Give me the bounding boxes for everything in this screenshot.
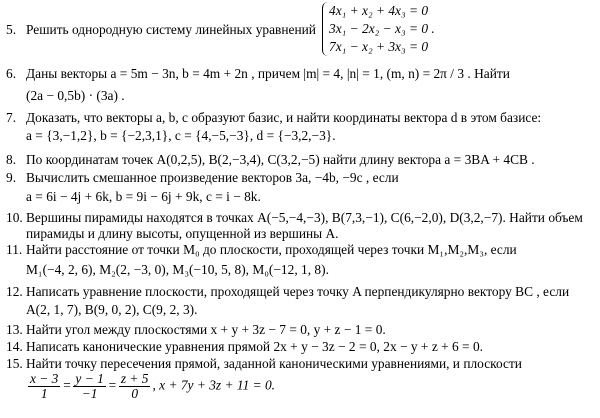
problem-number: 6.: [6, 66, 17, 81]
problem-number: 8.: [6, 152, 17, 167]
problem-13: [6, 322, 596, 337]
problem-10: [6, 210, 596, 225]
denominator: 1: [40, 386, 48, 401]
problem-number: 13.: [6, 322, 23, 337]
problem-number: 15.: [6, 356, 23, 371]
problem-text: По координатам точек A(0,2,5), B(2,−3,4), C(3,2,−5) найти длину вектора a = 3BA + 4CB .: [26, 152, 535, 167]
problem-number: 10.: [6, 210, 23, 225]
point-list: M₁(−4, 2, 6), M₂(2, −3, 0), M₃(−10, 5, 8), M₀(−12, 1, 8).: [26, 262, 329, 277]
denominator: −1: [81, 386, 98, 401]
problem-9: [6, 170, 596, 185]
problem-6: [6, 66, 596, 81]
problem-5: [6, 22, 596, 37]
problem-8: [6, 152, 596, 167]
problem-number: 9.: [6, 170, 17, 185]
vector-list: a = 6i − 4j + 6k, b = 9i − 6j + 9k, c = i − 8k.: [26, 189, 261, 204]
problem-text: Найти точку пересечения прямой, заданной каноническими уравнениями, и плоскости: [26, 356, 522, 371]
canonical-equations: $\frac{x - 3}{1}$ = $\frac{y - 1}{-1}$ = $\frac{z + 5}{0}$ , x + 7y + 3z + 11 = 0.: [30, 371, 276, 401]
problem-12-points: [6, 302, 596, 317]
problem-text: Вершины пирамиды находятся в точках A(−5,−4,−3), B(7,3,−1), C(6,−2,0), D(3,2,−7). Найти объем: [26, 210, 583, 225]
plane-equation: , x + 7y + 3z + 11 = 0.: [152, 377, 276, 393]
problem-text: Доказать, что векторы a, b, c образуют базис, и найти координаты вектора d в этом базисе:: [26, 110, 542, 125]
problem-number: 7.: [6, 110, 17, 125]
problem-15: [6, 356, 596, 371]
problem-7: [6, 110, 596, 125]
numerator: y − 1: [75, 371, 104, 386]
expression: (2a − 0,5b) · (3a) .: [26, 88, 125, 103]
equation: 7x₁ − x₂ + 3x₃ = 0: [329, 39, 429, 54]
problem-number: 11.: [6, 242, 23, 257]
problem-9-vectors: [6, 189, 596, 204]
numerator: z + 5: [120, 371, 149, 386]
denominator: 0: [131, 386, 139, 401]
fraction-y: [73, 372, 105, 401]
problem-7-vectors: [6, 128, 596, 143]
fraction-x: [28, 372, 60, 401]
vector-list: a = {3,−1,2}, b = {−2,3,1}, c = {4,−5,−3}, d = {−3,2,−3}.: [26, 128, 336, 143]
problem-text: Даны векторы a = 5m − 3n, b = 4m + 2n , причем |m| = 4, |n| = 1, (m, n) = 2π / 3 . Найти: [26, 66, 510, 81]
numerator: x − 3: [30, 371, 59, 386]
problem-text: Найти угол между плоскостями x + y + 3z − 7 = 0, y + z − 1 = 0.: [26, 322, 386, 337]
problem-number: 14.: [6, 339, 23, 354]
problem-10-cont: [6, 226, 596, 241]
problem-14: [6, 339, 596, 354]
equation-system: [322, 2, 439, 56]
problem-6-expression: [6, 88, 596, 103]
problem-text: Найти расстояние от точки M₀ до плоскости, проходящей через точки M₁,M₂,M₃, если: [26, 242, 517, 257]
point-list: A(2, 1, 7), B(9, 0, 2), C(9, 2, 3).: [26, 302, 198, 317]
problem-text: пирамиды и длину высоты, опущенной из вершины A.: [26, 226, 339, 241]
problem-text: Вычислить смешанное произведение векторов 3a, −4b, −9c , если: [26, 170, 399, 185]
equation: 4x₁ + x₂ + 4x₃ = 0: [329, 3, 429, 18]
problem-text: Написать уравнение плоскости, проходящей через точку A перпендикулярно вектору BC , если: [26, 284, 570, 299]
fraction-z: [119, 372, 151, 401]
problem-12: [6, 284, 596, 299]
problem-text: Решить однородную систему линейных уравнений: [26, 22, 316, 37]
problem-11-points: [6, 262, 596, 277]
problem-text: Написать канонические уравнения прямой 2x + y − 3z − 2 = 0, 2x − y + z + 6 = 0.: [26, 339, 484, 354]
problem-11: [6, 242, 596, 257]
equation: 3x₁ − 2x₂ − x₃ = 0 .: [329, 21, 435, 36]
problem-number: 12.: [6, 284, 23, 299]
problem-number: 5.: [6, 22, 17, 37]
